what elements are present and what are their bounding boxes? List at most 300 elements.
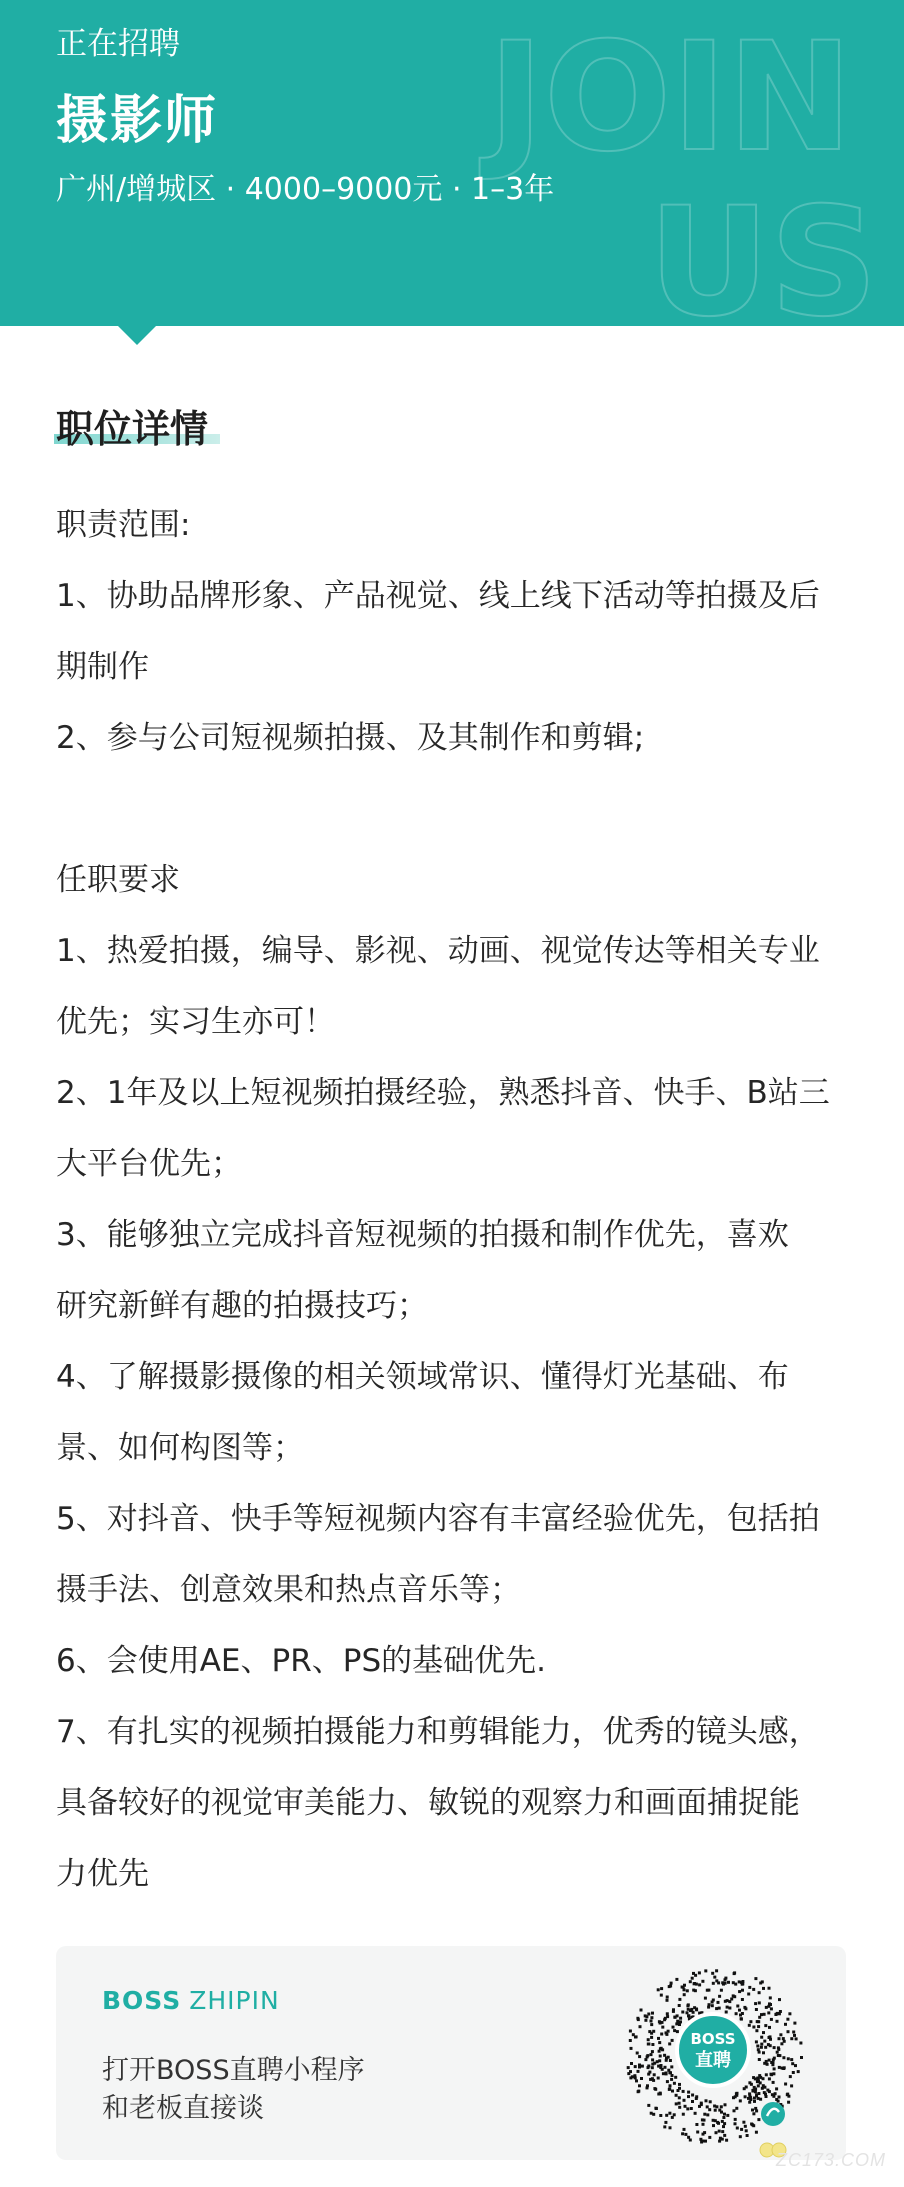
qr-dot — [650, 2020, 653, 2023]
qr-dot — [675, 1978, 678, 1981]
qr-dot — [721, 2120, 724, 2123]
qr-dot — [634, 2036, 637, 2039]
qr-dot — [637, 2070, 640, 2073]
qr-dot — [748, 2101, 751, 2104]
qr-dot — [657, 2065, 660, 2068]
qr-dot — [735, 2092, 738, 2095]
qr-dot — [746, 2134, 749, 2137]
qr-dot — [657, 1988, 660, 1991]
qr-dot — [707, 2006, 710, 2009]
qr-dot — [647, 2038, 650, 2041]
qr-dot — [772, 2095, 775, 2098]
qr-dot — [689, 1980, 692, 1983]
qr-dot — [757, 2025, 760, 2028]
qr-dot — [651, 2066, 654, 2069]
qr-dot — [768, 2002, 771, 2005]
qr-dot — [786, 2093, 789, 2096]
qr-dot — [665, 2059, 668, 2062]
qr-dot — [661, 2026, 664, 2029]
qr-dot — [635, 2079, 638, 2082]
qr-dot — [673, 2082, 676, 2085]
qr-dot — [663, 2018, 666, 2021]
qr-dot — [721, 1981, 724, 1984]
site-watermark: ZC173.COM — [775, 2150, 886, 2170]
qr-dot — [677, 2089, 680, 2092]
qr-dot — [714, 2119, 717, 2122]
qr-dot — [640, 2009, 643, 2012]
qr-dot — [695, 2008, 698, 2011]
qr-dot — [690, 2107, 693, 2110]
qr-dot — [733, 1971, 736, 1974]
qr-dot — [752, 2124, 755, 2127]
qr-dot — [747, 1993, 750, 1996]
qr-dot — [774, 2092, 777, 2095]
qr-dot — [744, 2125, 747, 2128]
qr-dot — [777, 2048, 780, 2051]
qr-dot — [755, 2029, 758, 2032]
qr-dot — [648, 2071, 651, 2074]
qr-dot — [747, 2097, 750, 2100]
qr-dot — [672, 2008, 675, 2011]
qr-dot — [690, 2008, 693, 2011]
qr-dot — [683, 2099, 686, 2102]
qr-dot — [772, 2058, 775, 2061]
qr-dot — [676, 2014, 679, 2017]
qr-dot — [701, 1980, 704, 1983]
qr-dot — [647, 2013, 650, 2016]
qr-dot — [686, 2107, 689, 2110]
qr-dot — [788, 2012, 791, 2015]
qr-dot — [720, 2105, 723, 2108]
qr-dot — [678, 1998, 681, 2001]
qr-dot — [735, 2012, 738, 2015]
qr-dot — [666, 1996, 669, 1999]
qr-dot — [717, 2001, 720, 2004]
join-word: JOIN — [488, 24, 853, 185]
qr-dot — [692, 2011, 695, 2014]
qr-dot — [770, 2007, 773, 2010]
qr-dot — [728, 2000, 731, 2003]
qr-dot — [662, 2072, 665, 2075]
qr-dot — [715, 2007, 718, 2010]
qr-dot — [748, 2092, 751, 2095]
qr-dot — [663, 2125, 666, 2128]
qr-dot — [695, 2123, 698, 2126]
qr-dot — [768, 2090, 771, 2093]
cta-line-1: 打开BOSS直聘小程序 — [102, 2055, 365, 2086]
qr-dot — [770, 2073, 773, 2076]
qr-dot — [745, 2129, 748, 2132]
qr-dot — [750, 2083, 753, 2086]
qr-dot — [686, 1989, 689, 1992]
qr-dot — [691, 1977, 694, 1980]
qr-dot — [708, 2136, 711, 2139]
qr-center-bottom: 直聘 — [695, 2050, 731, 2071]
qr-dot — [696, 2131, 699, 2134]
qr-dot — [644, 2014, 647, 2017]
qr-dot — [778, 2066, 781, 2069]
qr-dot — [763, 2013, 766, 2016]
qr-dot — [706, 2113, 709, 2116]
qr-dot — [651, 2043, 654, 2046]
qr-dot — [773, 2067, 776, 2070]
qr-dot — [675, 2022, 678, 2025]
qr-dot — [665, 2033, 668, 2036]
qr-dot — [668, 2087, 671, 2090]
qr-dot — [698, 1983, 701, 1986]
qr-dot — [630, 2062, 633, 2065]
requirement-line: 具备较好的视觉审美能力、敏锐的观察力和画面捕捉能 — [56, 1785, 800, 1821]
qr-dot — [660, 1987, 663, 1990]
qr-dot — [749, 2020, 752, 2023]
qr-dot — [734, 1983, 737, 1986]
qr-dot — [726, 2006, 729, 2009]
qr-dot — [723, 2134, 726, 2137]
qr-dot — [753, 2100, 756, 2103]
qr-dot — [671, 2116, 674, 2119]
qr-dot — [754, 2107, 757, 2110]
qr-dot — [758, 2001, 761, 2004]
qr-dot — [687, 2014, 690, 2017]
qr-dot — [726, 1999, 729, 2002]
requirement-line: 1、热爱拍摄，编导、影视、动画、视觉传达等相关专业 — [56, 933, 820, 969]
qr-dot — [789, 2075, 792, 2078]
qr-dot — [689, 2139, 692, 2142]
qr-dot — [718, 2109, 721, 2112]
qr-dot — [760, 2043, 763, 2046]
qr-dot — [741, 1998, 744, 2001]
qr-dot — [725, 2139, 728, 2142]
qr-dot — [786, 2018, 789, 2021]
qr-dot — [734, 2122, 737, 2125]
qr-dot — [759, 2081, 762, 2084]
qr-dot — [657, 2037, 660, 2040]
qr-dot — [713, 2105, 716, 2108]
qr-dot — [671, 2090, 674, 2093]
requirement-line: 2、1年及以上短视频拍摄经验，熟悉抖音、快手、B站三 — [56, 1075, 830, 1111]
qr-dot — [760, 2036, 763, 2039]
qr-dot — [714, 2109, 717, 2112]
job-title: 摄影师 — [56, 91, 219, 151]
qr-dot — [725, 2011, 728, 2014]
qr-dot — [760, 2013, 763, 2016]
requirement-line: 研究新鲜有趣的拍摄技巧； — [56, 1288, 428, 1324]
qr-dot — [678, 2096, 681, 2099]
qr-dot — [754, 2088, 757, 2091]
qr-dot — [758, 2051, 761, 2054]
qr-dot — [683, 1988, 686, 1991]
qr-dot — [655, 2107, 658, 2110]
qr-dot — [706, 2105, 709, 2108]
qr-dot — [687, 2091, 690, 2094]
qr-dot — [787, 2101, 790, 2104]
qr-dot — [756, 2020, 759, 2023]
qr-dot — [668, 1985, 671, 1988]
qr-dot — [770, 2018, 773, 2021]
qr-dot — [638, 2084, 641, 2087]
qr-dot — [761, 2087, 764, 2090]
qr-dot — [669, 2059, 672, 2062]
qr-dot — [650, 2023, 653, 2026]
qr-dot — [778, 2096, 781, 2099]
qr-dot — [739, 2099, 742, 2102]
qr-dot — [772, 2081, 775, 2084]
qr-dot — [638, 2055, 641, 2058]
qr-dot — [739, 2014, 742, 2017]
qr-dot — [755, 2040, 758, 2043]
qr-dot — [713, 1976, 716, 1979]
qr-dot — [698, 2105, 701, 2108]
qr-dot — [683, 2128, 686, 2131]
qr-dot — [722, 2125, 725, 2128]
qr-dot — [682, 2090, 685, 2093]
qr-dot — [660, 1994, 663, 1997]
qr-dot — [695, 2097, 698, 2100]
qr-dot — [757, 2084, 760, 2087]
qr-dot — [748, 2024, 751, 2027]
qr-dot — [741, 1989, 744, 1992]
qr-dot — [722, 2116, 725, 2119]
requirement-line: 景、如何构图等； — [56, 1430, 304, 1466]
qr-dot — [661, 2068, 664, 2071]
qr-dot — [657, 2093, 660, 2096]
qr-dot — [756, 2045, 759, 2048]
qr-dot — [669, 2126, 672, 2129]
qr-dot — [657, 2077, 660, 2080]
qr-dot — [724, 2103, 727, 2106]
qr-dot — [769, 1996, 772, 1999]
qr-dot — [684, 2105, 687, 2108]
qr-dot — [765, 2073, 768, 2076]
qr-dot — [678, 2023, 681, 2026]
qr-dot — [703, 2119, 706, 2122]
qr-dot — [644, 2019, 647, 2022]
qr-dot — [679, 2017, 682, 2020]
requirements-heading: 任职要求 — [56, 862, 180, 898]
qr-dot — [767, 2043, 770, 2046]
qr-dot — [775, 2087, 778, 2090]
qr-dot — [763, 2086, 766, 2089]
qr-dot — [751, 2109, 754, 2112]
qr-dot — [646, 2054, 649, 2057]
qr-dot — [768, 2026, 771, 2029]
qr-dot — [727, 1981, 730, 1984]
duties-heading: 职责范围: — [56, 507, 191, 543]
qr-dot — [792, 2031, 795, 2034]
qr-dot — [639, 2025, 642, 2028]
qr-dot — [687, 2136, 690, 2139]
qr-dot — [755, 2008, 758, 2011]
qr-dot — [764, 2046, 767, 2049]
qr-dot — [668, 2042, 671, 2045]
qr-dot — [738, 2009, 741, 2012]
qr-dot — [641, 2065, 644, 2068]
qr-dot — [758, 2016, 761, 2019]
requirement-line: 大平台优先； — [56, 1146, 242, 1182]
qr-dot — [659, 2055, 662, 2058]
qr-dot — [711, 1972, 714, 1975]
requirement-line: 摄手法、创意效果和热点音乐等； — [56, 1572, 521, 1608]
qr-dot — [718, 1995, 721, 1998]
qr-dot — [735, 2107, 738, 2110]
qr-dot — [651, 2050, 654, 2053]
qr-dot — [718, 2007, 721, 2010]
qr-dot — [767, 2011, 770, 2014]
qr-dot — [787, 2030, 790, 2033]
qr-dot — [783, 2040, 786, 2043]
qr-dot — [668, 2071, 671, 2074]
qr-dot — [629, 2070, 632, 2073]
qr-dot — [768, 2059, 771, 2062]
qr-dot — [650, 2032, 653, 2035]
qr-dot — [759, 1982, 762, 1985]
qr-dot — [702, 2123, 705, 2126]
qr-dot — [762, 2051, 765, 2054]
requirement-line: 4、了解摄影摄像的相关领域常识、懂得灯光基础、布 — [56, 1359, 789, 1395]
qr-dot — [691, 2094, 694, 2097]
qr-dot — [675, 2094, 678, 2097]
header-pointer — [117, 325, 157, 345]
qr-dot — [768, 1987, 771, 1990]
requirement-line: 3、能够独立完成抖音短视频的拍摄和制作优先，喜欢 — [56, 1217, 789, 1253]
qr-dot — [686, 2011, 689, 2014]
qr-dot — [764, 2024, 767, 2027]
qr-dot — [730, 1998, 733, 2001]
requirement-line: 6、会使用AE、PR、PS的基础优先. — [56, 1643, 546, 1679]
brand-boss: BOSS — [102, 1986, 182, 2015]
qr-dot — [768, 2077, 771, 2080]
qr-dot — [664, 2121, 667, 2124]
qr-dot — [681, 1986, 684, 1989]
qr-dot — [687, 2095, 690, 2098]
qr-dot — [772, 2061, 775, 2064]
qr-dot — [708, 2108, 711, 2111]
qr-dot — [764, 2093, 767, 2096]
qr-dot — [651, 2012, 654, 2015]
qr-dot — [705, 2099, 708, 2102]
qr-dot — [681, 2132, 684, 2135]
qr-dot — [738, 1990, 741, 1993]
qr-dot — [691, 2100, 694, 2103]
qr-dot — [650, 2016, 653, 2019]
qr-dot — [692, 1972, 695, 1975]
qr-dot — [669, 2084, 672, 2087]
qr-dot — [704, 2140, 707, 2143]
qr-dot — [666, 1999, 669, 2002]
qr-dot — [667, 2030, 670, 2033]
wechat-miniprogram-icon — [761, 2102, 785, 2126]
qr-dot — [651, 2058, 654, 2061]
qr-dot — [778, 1998, 781, 2001]
qr-dot — [753, 2097, 756, 2100]
qr-dot — [676, 2030, 679, 2033]
qr-dot — [797, 2070, 800, 2073]
qr-dot — [663, 2054, 666, 2057]
qr-dot — [734, 2118, 737, 2121]
qr-dot — [782, 2037, 785, 2040]
qr-dot — [800, 2056, 803, 2059]
qr-dot — [647, 2104, 650, 2107]
job-meta: 广州/增城区 · 4000–9000元 · 1–3年 — [56, 172, 555, 207]
qr-dot — [709, 2100, 712, 2103]
qr-dot — [736, 2005, 739, 2008]
qr-dot — [702, 2133, 705, 2136]
qr-dot — [629, 2030, 632, 2033]
qr-dot — [704, 1969, 707, 1972]
qr-dot — [799, 2042, 802, 2045]
qr-dot — [704, 1997, 707, 2000]
requirement-line: 力优先 — [56, 1856, 149, 1892]
qr-dot — [676, 2020, 679, 2023]
qr-dot — [790, 2084, 793, 2087]
qr-dot — [765, 2060, 768, 2063]
qr-dot — [717, 2122, 720, 2125]
spacer — [56, 774, 856, 845]
qr-dot — [784, 2023, 787, 2026]
qr-dot — [629, 2039, 632, 2042]
qr-dot — [692, 1989, 695, 1992]
qr-dot — [703, 2113, 706, 2116]
qr-dot — [787, 2057, 790, 2060]
qr-dot — [678, 2106, 681, 2109]
qr-dot — [793, 2034, 796, 2037]
qr-dot — [694, 2112, 697, 2115]
requirement-line: 5、对抖音、快手等短视频内容有丰富经验优先，包括拍 — [56, 1501, 820, 1537]
qr-dot — [674, 2076, 677, 2079]
qr-dot — [684, 2133, 687, 2136]
qr-dot — [652, 2113, 655, 2116]
qr-dot — [630, 2047, 633, 2050]
cta-line-2: 和老板直接谈 — [102, 2093, 264, 2124]
qr-dot — [726, 2114, 729, 2117]
qr-dot — [678, 2102, 681, 2105]
qr-dot — [672, 2026, 675, 2029]
qr-dot — [658, 2050, 661, 2053]
duty-line: 期制作 — [56, 649, 149, 685]
brand-logo-text — [102, 1986, 280, 2015]
boss-zhipin-card[interactable] — [56, 1946, 846, 2160]
qr-dot — [636, 2017, 639, 2020]
section-title: 职位详情 — [56, 407, 209, 451]
qr-dot — [675, 2102, 678, 2105]
qr-dot — [794, 2064, 797, 2067]
qr-dot — [758, 2058, 761, 2061]
qr-dot — [732, 1994, 735, 1997]
mini-program-qr-code[interactable] — [623, 1964, 803, 2144]
qr-dot — [652, 2079, 655, 2082]
qr-dot — [712, 1982, 715, 1985]
qr-dot — [778, 2012, 781, 2015]
qr-dot — [773, 2046, 776, 2049]
qr-dot — [715, 1979, 718, 1982]
qr-dot — [752, 2090, 755, 2093]
qr-dot — [724, 1977, 727, 1980]
qr-dot — [653, 2062, 656, 2065]
qr-dot — [760, 2046, 763, 2049]
qr-dot — [661, 2048, 664, 2051]
qr-dot — [790, 2058, 793, 2061]
qr-dot — [673, 2029, 676, 2032]
qr-dot — [718, 2140, 721, 2143]
us-word: US — [648, 176, 878, 324]
qr-dot — [653, 2073, 656, 2076]
qr-dot — [715, 2131, 718, 2134]
qr-dot — [664, 2066, 667, 2069]
qr-dot — [658, 2020, 661, 2023]
qr-dot — [695, 1983, 698, 1986]
qr-dot — [762, 1987, 765, 1990]
qr-dot — [756, 2077, 759, 2080]
